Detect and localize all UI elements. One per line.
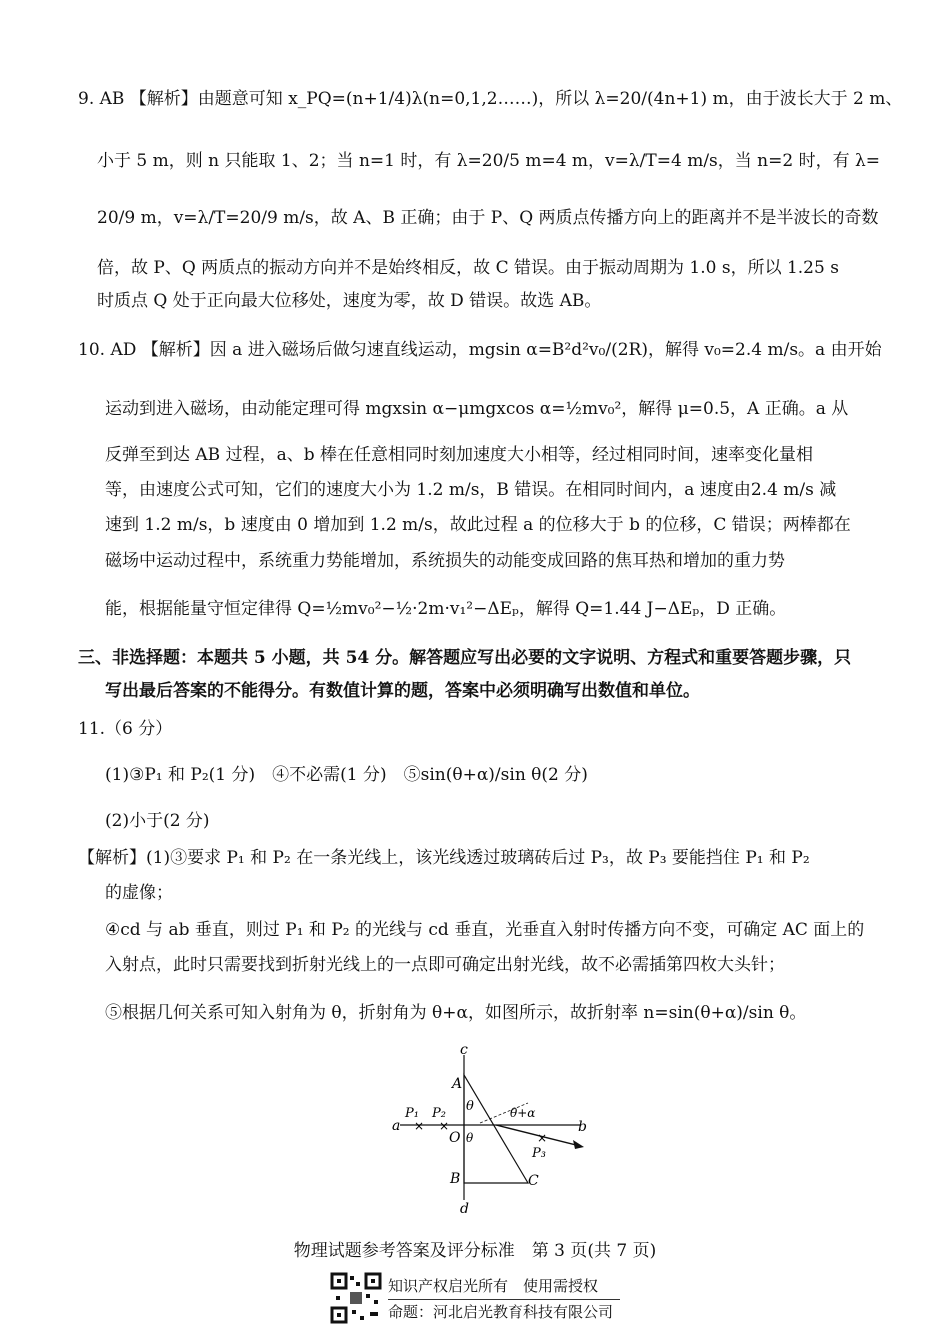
q10-line-2: 运动到进入磁场，由动能定理可得 mgxsin α−μmgxcos α=½mv₀²，解得 μ=0.5，A 正确。a 从 [105, 399, 849, 419]
q9-line-4: 倍，故 P、Q 两质点的振动方向并不是始终相反，故 C 错误。由于振动周期为 1.0 s，所以 1.25 s [97, 258, 839, 278]
label-c: c [460, 1045, 468, 1058]
pin-p2-mark: × [439, 1119, 450, 1133]
pin-p1-mark: × [414, 1119, 425, 1133]
q9-line-1: 9. AB 【解析】由题意可知 x_PQ=(n+1/4)λ(n=0,1,2……)，所以 λ=20/(4n+1) m，由于波长大于 2 m、 [78, 89, 903, 109]
q10-line-3: 反弹至到达 AB 过程，a、b 棒在任意相同时刻加速度大小相等，经过相同时间，速率变化量相 [105, 445, 813, 465]
q11-explanation-5: ⑤根据几何关系可知入射角为 θ，折射角为 θ+α，如图所示，故折射率 n=sin(θ+α)/sin θ。 [105, 1003, 807, 1023]
pin-p3-mark: × [537, 1131, 548, 1145]
section-3-line-2: 写出最后答案的不能得分。有数值计算的题，答案中必须明确写出数值和单位。 [105, 681, 700, 701]
label-vertex-c: C [528, 1173, 539, 1189]
q9-line-3: 20/9 m，v=λ/T=20/9 m/s，故 A、B 正确；由于 P、Q 两质点传播方向上的距离并不是半波长的奇数 [97, 208, 879, 228]
q11-part-2: (2)小于(2 分) [105, 811, 210, 831]
copyright-line-2: 命题：河北启光教育科技有限公司 [388, 1303, 614, 1321]
label-vertex-a: A [452, 1076, 463, 1092]
label-p2: P₂ [432, 1106, 446, 1121]
label-origin-o: O [449, 1130, 461, 1146]
section-3-line-1: 三、非选择题：本题共 5 小题，共 54 分。解答题应写出必要的文字说明、方程式和重要答题步骤，只 [78, 648, 852, 668]
q11-part-1: (1)③P₁ 和 P₂(1 分) ④不必需(1 分) ⑤sin(θ+α)/sin θ(2 分) [105, 765, 588, 785]
q11-explanation-2: 的虚像； [105, 883, 173, 903]
label-p1: P₁ [405, 1106, 419, 1121]
q10-line-5: 速到 1.2 m/s，b 速度由 0 增加到 1.2 m/s，故此过程 a 的位移大于 b 的位移，C 错误；两棒都在 [105, 515, 851, 535]
q11-explanation-3: ④cd 与 ab 垂直，则过 P₁ 和 P₂ 的光线与 cd 垂直，光垂直入射时传播方向不变，可确定 AC 面上的 [105, 920, 865, 940]
q11-explanation-1: 【解析】(1)③要求 P₁ 和 P₂ 在一条光线上，该光线透过玻璃砖后过 P₃，故 P₃ 要能挡住 P₁ 和 P₂ [78, 848, 810, 868]
label-p3: P₃ [532, 1146, 546, 1161]
ray-arrow-icon [573, 1140, 584, 1149]
q9-line-2: 小于 5 m，则 n 只能取 1、2；当 n=1 时，有 λ=20/5 m=4 m，v=λ/T=4 m/s，当 n=2 时，有 λ= [97, 151, 881, 171]
copyright-block [388, 1275, 613, 1323]
label-vertex-b: B [450, 1171, 461, 1187]
q9-line-5: 时质点 Q 处于正向最大位移处，速度为零，故 D 错误。故选 AB。 [97, 291, 602, 311]
label-theta-lower: θ [466, 1131, 474, 1145]
label-a: a [392, 1118, 401, 1134]
label-theta-incidence: θ [466, 1099, 474, 1114]
q10-line-4: 等，由速度公式可知，它们的速度大小为 1.2 m/s，B 错误。在相同时间内，a 速度由2.4 m/s 减 [105, 480, 837, 500]
q11-explanation-4: 入射点，此时只需要找到折射光线上的一点即可确定出射光线，故不必需插第四枚大头针； [105, 955, 785, 975]
qr-code-icon [330, 1272, 382, 1324]
label-d: d [460, 1201, 469, 1215]
q11-header: 11.（6 分） [78, 719, 173, 739]
copyright-line-1: 知识产权启光所有 使用需授权 [388, 1277, 599, 1295]
q10-line-6: 磁场中运动过程中，系统重力势能增加，系统损失的动能变成回路的焦耳热和增加的重力势 [105, 551, 785, 571]
label-b: b [578, 1119, 587, 1135]
q10-line-1: 10. AD 【解析】因 a 进入磁场后做匀速直线运动，mgsin α=B²d²v₀/(2R)，解得 v₀=2.4 m/s。a 由开始 [78, 340, 882, 360]
glass-prism [464, 1075, 528, 1183]
copyright-divider [388, 1299, 620, 1300]
page-footer-title: 物理试题参考答案及评分标准 第 3 页(共 7 页) [293, 1241, 657, 1261]
label-theta-plus-alpha: θ+α [510, 1106, 536, 1120]
q10-line-7: 能，根据能量守恒定律得 Q=½mv₀²−½·2m·v₁²−ΔEₚ，解得 Q=1.44 J−ΔEₚ，D 正确。 [105, 599, 787, 619]
refraction-diagram [380, 1045, 600, 1215]
